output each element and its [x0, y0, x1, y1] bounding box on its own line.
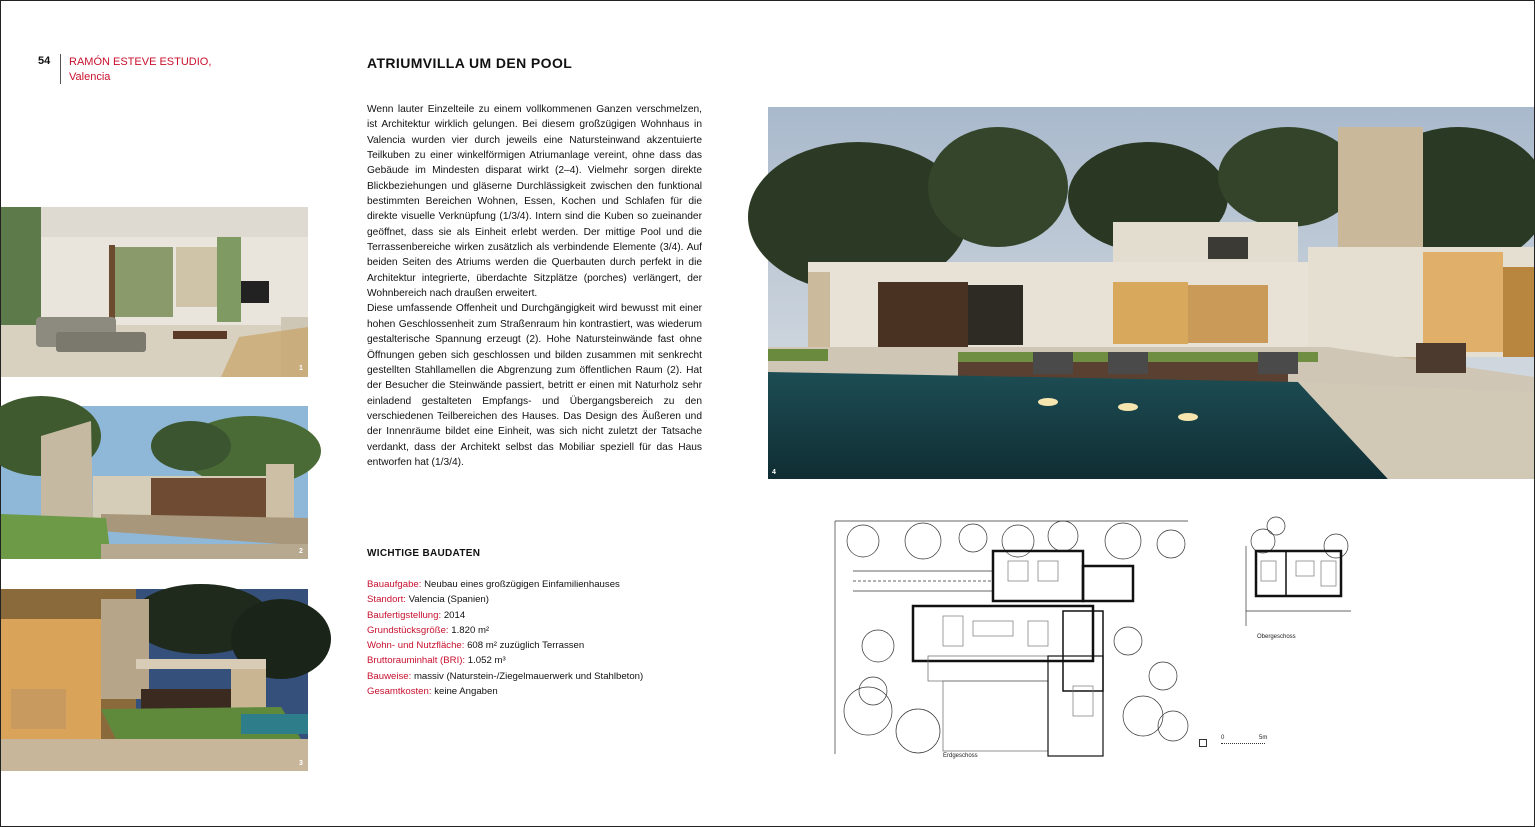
photo-porch-dusk [1, 589, 308, 771]
ground-floor-plan [833, 516, 1193, 759]
data-row: Bruttorauminhalt (BRI): 1.052 m³ [367, 655, 506, 667]
article-title: ATRIUMVILLA UM DEN POOL [367, 55, 573, 71]
page-number: 54 [38, 55, 51, 67]
ground-floor-label: Erdgeschoss [943, 753, 978, 759]
scale-bar [1199, 735, 1279, 749]
figure-number-1: 1 [299, 365, 303, 372]
data-row: Standort: Valencia (Spanien) [367, 594, 489, 606]
article-body [367, 102, 702, 470]
scale-zero: 0 [1221, 735, 1225, 741]
upper-floor-label: Obergeschoss [1257, 634, 1296, 640]
article-paragraph-2: Diese umfassende Offenheit und Durchgängigkeit wird bewusst mit einer hohen Geschlossenheit zum Straßenraum hin kontrastiert, was wiederum gestalterische Spannung erzeugt (2). Hohe Natursteinwände fast ohne Öffnungen geben sich geschlossen und bilden zusammen mit senkrecht gestellten Stahllamellen die Abgrenzung zum öffentlichen Raum (2). Hat der Besucher die Steinwände passiert, betritt er einen mit Naturholz sehr einladend gestalteten Empfangs- und Übergangsbereich zu den verschiedenen Teilbereichen des Hauses. Das Design des Äußeren und der Innenräume bildet eine Einheit, was sich nicht zuletzt der Tatsache verdankt, dass der Architekt selbst das Mobiliar speziell für das Haus entworfen hat (1/3/4). [367, 303, 702, 468]
scale-end: 5m [1259, 735, 1268, 741]
data-row: Wohn- und Nutzfläche: 608 m² zuzüglich Terrassen [367, 640, 585, 652]
data-row: Bauweise: massiv (Naturstein-/Ziegelmauerwerk und Stahlbeton) [367, 670, 644, 682]
photo-street-facade [1, 406, 308, 559]
figure-number-2: 2 [299, 548, 303, 555]
photo-living-room [1, 207, 308, 377]
article-paragraph-1: Wenn lauter Einzelteile zu einem vollkommenen Ganzen verschmelzen, ist Architektur wirklich gelungen. Bei diesem großzügigen Wohnhaus in Valencia wurden vier durch jeweils eine Natursteinwand akzentuierte Teilkuben zu einer winkelförmigen Atriumanlage vereint, ohne dass das Gebäude im Mindesten disparat wirkt (2–4). Vielmehr sorgen direkte Blickbeziehungen und gläserne Durchlässigkeit zwischen den funktional bestimmten Bereichen Wohnen, Essen, Kochen und Schlafen für die direkte visuelle Verknüpfung (1/3/4). Intern sind die Kuben so zueinander geöffnet, dass sie als Einheit erlebt werden. Der mittige Pool und die Terrassenbereiche wirken zusätzlich als verbindende Elemente (3/4). Auf beiden Seiten des Atriums werden die Querbauten durch perfekt in die Architektur integrierte, überdachte Sitzplätze (porches) verlängert, der Wohnbereich nach draußen erweitert. [367, 104, 702, 300]
scale-line [1221, 743, 1265, 746]
data-row: Grundstücksgröße: 1.820 m² [367, 624, 490, 636]
upper-floor-plan [1241, 516, 1356, 640]
photo-villa-pool [768, 107, 1534, 479]
data-row: Gesamtkosten: keine Angaben [367, 686, 498, 698]
studio-city: Valencia [69, 71, 111, 83]
data-row: Baufertigstellung: 2014 [367, 609, 466, 621]
data-row: Bauaufgabe: Neubau eines großzügigen Einfamilienhauses [367, 579, 620, 590]
north-arrow-icon [1199, 739, 1207, 747]
studio-name: RAMÓN ESTEVE ESTUDIO, [69, 56, 212, 68]
studio-credit [69, 55, 211, 85]
figure-number-4: 4 [772, 469, 776, 476]
building-data-list [367, 577, 643, 699]
figure-number-3: 3 [299, 760, 303, 767]
building-data-heading: WICHTIGE BAUDATEN [367, 548, 481, 559]
header-divider [60, 54, 61, 84]
